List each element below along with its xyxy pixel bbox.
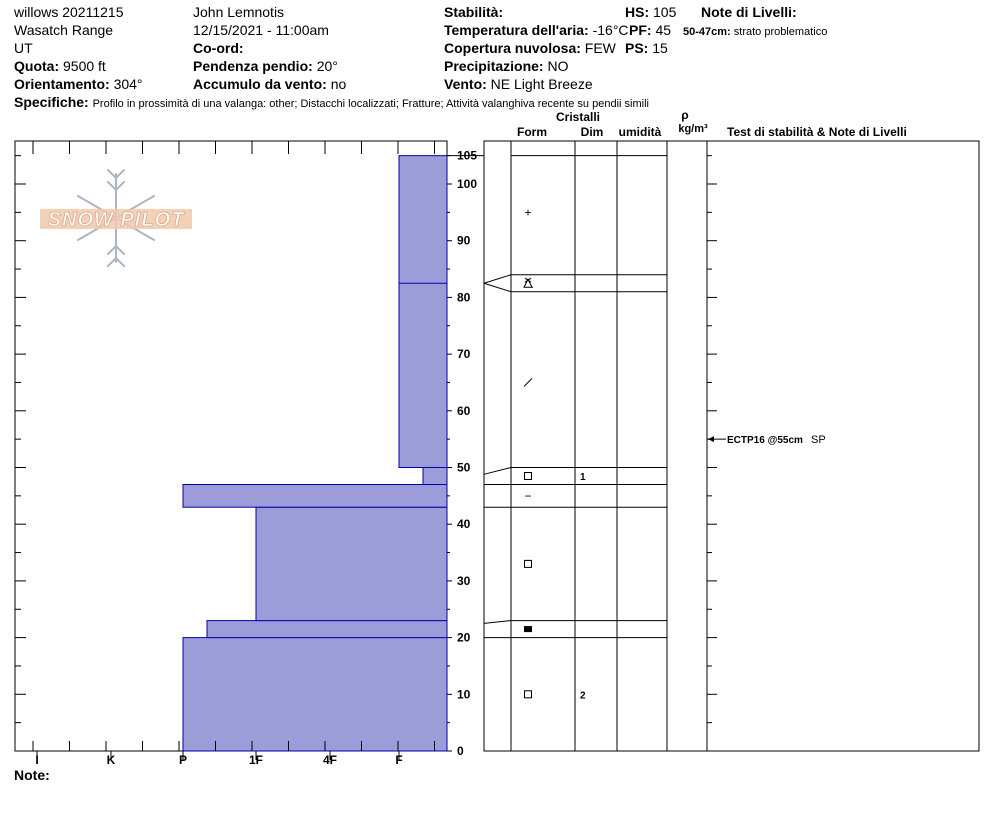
test-arrow-head	[708, 436, 714, 442]
layer-crystals	[524, 205, 586, 701]
hardness-bar	[183, 485, 447, 508]
stability-tests	[708, 434, 826, 446]
hardness-bar	[423, 468, 447, 485]
hardness-bar	[183, 638, 447, 751]
hardness-tick-label: F	[395, 753, 403, 767]
hardness-tick-label: K	[106, 753, 116, 767]
layer-connector	[484, 621, 511, 624]
crystal-form-label: −	[524, 488, 532, 503]
depth-tick-label: 60	[457, 403, 471, 418]
sky-cover-value: FEW	[584, 40, 616, 56]
wind-loading-label: Accumulo da vento:	[193, 76, 327, 92]
hardness-bar	[399, 156, 447, 468]
datetime: 12/15/2021 - 11:00am	[193, 22, 329, 38]
crystals-header: Cristalli	[555, 110, 600, 124]
slope-label: Pendenza pendio:	[193, 58, 313, 74]
depth-tick-label: 10	[457, 687, 471, 702]
form-header: Form	[517, 125, 547, 139]
aspect-label: Orientamento:	[14, 76, 110, 92]
layer-connector	[484, 283, 511, 292]
specifics-label: Specifiche:	[14, 94, 89, 110]
depth-tick-label: 30	[457, 573, 471, 588]
stability-label: Stabilità:	[444, 4, 504, 20]
layer-crystal	[524, 205, 531, 219]
layer-crystal	[524, 278, 533, 287]
depth-tick-label: 105	[457, 148, 478, 163]
crystal-form-label: +	[524, 205, 532, 220]
depth-tick-label: 40	[457, 517, 471, 532]
moisture-header: umidità	[618, 125, 662, 139]
stability-test	[708, 434, 826, 446]
crystal-size-label: 1	[580, 472, 586, 484]
wind-label: Vento:	[444, 76, 487, 92]
layer-note-text: strato problematico	[733, 26, 828, 38]
air-temp-value: -16°C	[592, 22, 629, 38]
surface-hoar-icon	[524, 278, 533, 287]
layer-crystal	[524, 489, 531, 503]
layer-crystal	[524, 378, 532, 386]
layer-connector	[484, 468, 511, 475]
faceted-crystal-icon	[525, 691, 532, 698]
depth-tick-label: 100	[457, 177, 478, 191]
logo-text: SNOW PILOT	[47, 209, 185, 231]
wind-loading-value: no	[330, 76, 347, 92]
observer: John Lemnotis	[193, 4, 285, 20]
hs-label: HS:	[625, 4, 650, 20]
state: UT	[14, 40, 33, 56]
site-name: willows 20211215	[14, 4, 124, 20]
range-name: Wasatch Range	[14, 22, 114, 38]
depth-tick-label: 90	[457, 233, 471, 248]
precip-value: NO	[547, 58, 569, 74]
ps-label: PS:	[625, 40, 649, 56]
rho-header: ρ	[681, 108, 689, 122]
hardness-tick-label: P	[178, 753, 188, 767]
notes-label: Note:	[14, 767, 50, 783]
hardness-tick-label: I	[35, 753, 39, 767]
elevation-label: Quota:	[14, 58, 60, 74]
depth-tick-label: 20	[457, 630, 471, 645]
snowpilot-logo	[40, 170, 192, 266]
layer-crystal	[525, 560, 532, 567]
decomposed-fragments-icon	[524, 378, 532, 386]
pf-label: PF:	[629, 22, 652, 38]
faceted-crystal-icon	[525, 560, 532, 567]
melt-freeze-crust-icon	[524, 626, 532, 632]
elevation-value: 9500 ft	[63, 58, 106, 74]
hardness-tick-label: 4F	[322, 753, 338, 767]
coord-label: Co-ord:	[193, 40, 244, 56]
aspect-value: 304°	[113, 76, 143, 92]
hardness-tick-label: 1F	[248, 753, 264, 767]
hardness-profile	[183, 156, 447, 751]
slope-value: 20°	[316, 58, 338, 74]
depth-tick-label: 70	[457, 347, 471, 362]
layer-connector	[484, 275, 511, 284]
specifics-text: Profilo in prossimità di una valanga: other; Distacchi localizzati; Fratture; Attività valanghiva recente su pendii simili	[92, 98, 649, 110]
layer-crystal	[525, 690, 587, 701]
depth-tick-label: 80	[457, 290, 471, 305]
density-header: kg/m³	[678, 123, 708, 135]
hardness-bar	[207, 621, 447, 638]
layer-crystal	[525, 472, 587, 483]
hs-value: 105	[653, 4, 677, 20]
layer-notes-label: Note di Livelli:	[701, 4, 797, 20]
air-temp-label: Temperatura dell'aria:	[444, 22, 589, 38]
pf-value: 45	[655, 22, 672, 38]
wind-value: NE Light Breeze	[490, 76, 593, 92]
ps-value: 15	[652, 40, 668, 56]
depth-tick-label: 50	[457, 460, 471, 475]
size-header: Dim	[580, 125, 604, 139]
sky-cover-label: Copertura nuvolosa:	[444, 40, 581, 56]
precip-label: Precipitazione:	[444, 58, 544, 74]
layer-note-range: 50-47cm:	[683, 26, 731, 38]
faceted-crystal-icon	[525, 473, 532, 480]
tests-header: Test di stabilità & Note di Livelli	[727, 125, 907, 139]
crystal-size-label: 2	[580, 690, 586, 702]
layer-crystal	[524, 626, 532, 632]
test-label: ECTP16 @55cm	[727, 435, 803, 447]
test-suffix: SP	[811, 434, 826, 447]
depth-tick-label: 0	[457, 744, 464, 758]
hardness-bar	[256, 507, 447, 620]
